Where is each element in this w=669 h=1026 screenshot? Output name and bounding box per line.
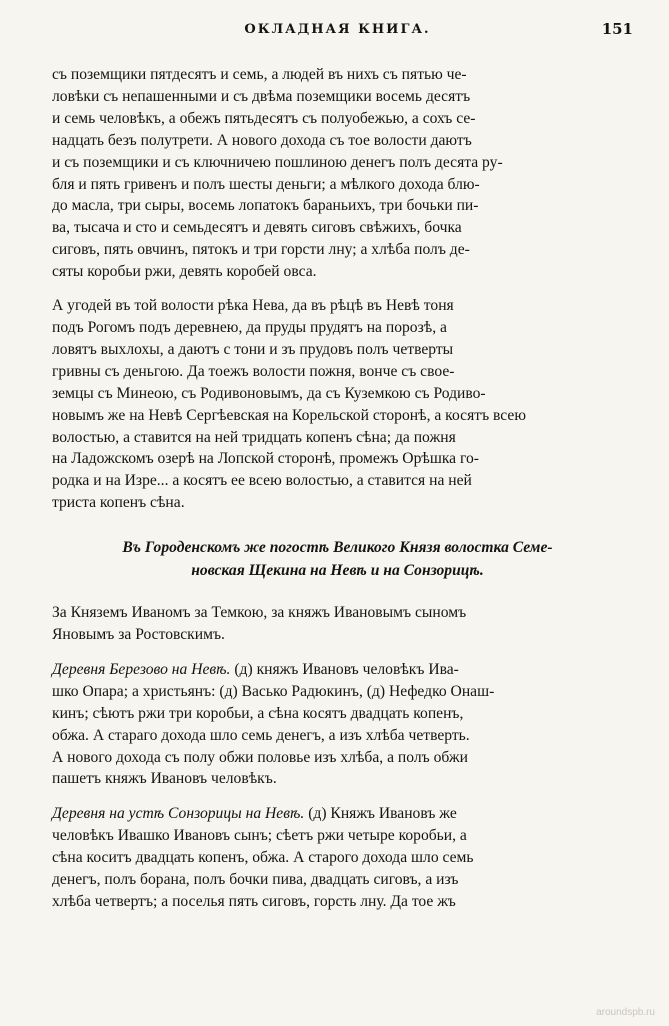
paragraph-sonzoritsa: [52, 803, 623, 913]
watermark: aroundspb.ru: [596, 1007, 655, 1018]
page-header: [52, 20, 633, 46]
paragraph-revenue: [52, 64, 623, 283]
heading-line: новская Щекина на Невѣ и на Сонзорицѣ.: [191, 562, 484, 580]
text-line: человѣкъ Ивашко Ивановъ сынъ; сѣетъ ржи четыре коробьи, а: [52, 827, 467, 845]
text-line: А нового дохода съ полу обжи половье изъ хлѣба, а полъ обжи: [52, 748, 469, 766]
paragraph-owner: [52, 602, 623, 646]
text-line: ловятъ выхлохы, а даютъ с тони и зъ прудовъ полъ четверты: [52, 340, 454, 358]
text-line: ловѣки съ непашенными и съ двѣма поземщики восемь десятъ: [52, 87, 471, 105]
text-line: триста копенъ сѣна.: [52, 494, 185, 512]
heading-line: Въ Городенскомъ же погостѣ Великого Князя волостка Семе-: [122, 539, 553, 557]
text-line: родка и на Изре... а косятъ ее всею волостью, а ставится на ней: [52, 472, 472, 490]
text-line: За Княземъ Иваномъ за Темкою, за княжъ Ивановымъ сыномъ: [52, 604, 467, 622]
text-line: земцы съ Минеою, съ Родивоновымъ, да съ Куземкою съ Родиво-: [52, 384, 486, 402]
section-heading: [52, 536, 623, 582]
text-line: съ поземщики пятдесятъ и семь, а людей въ нихъ съ пятью че-: [52, 66, 467, 83]
text-line: до масла, три сыры, восемь лопатокъ бараньихъ, три бочьки пи-: [52, 197, 479, 215]
text-line: [52, 659, 623, 681]
text-line: гривны съ деньгою. Да тоежъ волости пожня, вонче съ свое-: [52, 362, 455, 380]
text-line: сиговъ, пять овчинъ, пятокъ и три горсти лну; а хлѣба полъ де-: [52, 241, 470, 259]
text-line: Яновымъ за Ростовскимъ.: [52, 626, 225, 644]
text-line: на Ладожскомъ озерѣ на Лопской сторонѣ, промежъ Орѣшка го-: [52, 450, 479, 468]
text-line: [52, 803, 623, 825]
text-fragment: (д) Княжъ Ивановъ же: [304, 805, 457, 823]
page-number: 151: [601, 20, 633, 38]
paragraph-berezovo: [52, 659, 623, 790]
text-line: А угодей въ той волости рѣка Нева, да въ рѣцѣ въ Невѣ тоня: [52, 297, 454, 315]
text-line: бля и пять гривенъ и полъ шесты деньги; а мѣлкого дохода блю-: [52, 175, 480, 193]
text-line: и съ поземщики и съ ключничею пошлиною денегъ полъ десята ру-: [52, 153, 503, 171]
text-line: надцать безъ полутрети. А нового дохода съ тое волости даютъ: [52, 131, 472, 149]
text-line: сяты коробьи ржи, девять коробей овса.: [52, 263, 317, 281]
text-line: пашетъ княжъ Ивановъ человѣкъ.: [52, 770, 277, 788]
village-name: Деревня на устѣ Сонзорицы на Невѣ.: [52, 805, 305, 823]
text-line: подъ Рогомъ подъ деревнею, да пруды прудятъ на порозѣ, а: [52, 318, 447, 336]
text-line: кинъ; сѣютъ ржи три коробьи, а сѣна косятъ двадцать копенъ,: [52, 704, 464, 722]
village-name: Деревня Березово на Невѣ.: [52, 660, 231, 678]
text-line: ва, тысача и сто и семьдесятъ и девять сиговъ свѣжихъ, бочка: [52, 219, 462, 237]
text-line: волостью, а ставится на ней тридцать копенъ сѣна; да пожня: [52, 428, 456, 446]
text-line: шко Опара; а христьянъ: (д) Васько Радюкинъ, (д) Нефедко Онаш-: [52, 682, 495, 700]
text-fragment: (д) княжъ Ивановъ человѣкъ Ива-: [230, 660, 459, 678]
text-line: новымъ же на Невѣ Сергѣевская на Корельской сторонѣ, а косятъ всею: [52, 406, 526, 424]
paragraph-lands: [52, 295, 623, 514]
running-title: ОКЛАДНАЯ КНИГА.: [244, 22, 431, 37]
text-line: и семь человѣкъ, а обежъ пятьдесятъ съ полуобежью, а сохъ се-: [52, 109, 476, 127]
text-line: хлѣба четвертъ; а поселья пять сиговъ, горсть лну. Да тое жъ: [52, 893, 456, 910]
text-line: обжа. А стараго дохода шло семь денегъ, а изъ хлѣба четверть.: [52, 726, 470, 744]
text-line: денегъ, полъ борана, полъ бочки пива, двадцать сиговъ, а изъ: [52, 871, 459, 889]
text-line: сѣна коситъ двадцать копенъ, обжа. А старого дохода шло семь: [52, 849, 474, 867]
